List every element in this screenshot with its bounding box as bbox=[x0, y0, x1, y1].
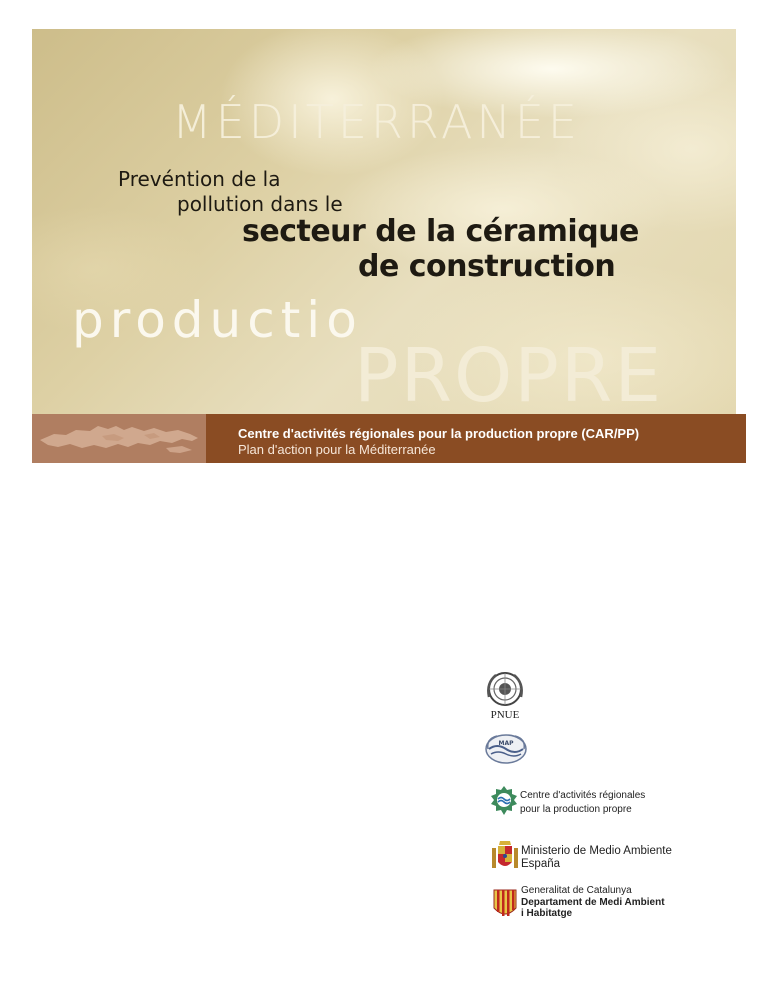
car-pp-line-1: Centre d'activités régionales bbox=[520, 790, 646, 801]
title-line-3: secteur de la céramique bbox=[242, 214, 639, 249]
generalitat-line-3: i Habitatge bbox=[521, 908, 573, 919]
ministerio-text bbox=[521, 845, 672, 871]
mediterranean-map-icon bbox=[32, 414, 206, 463]
ministerio-line-1: Ministerio de Medio Ambiente bbox=[521, 845, 672, 857]
generalitat-line-1: Generalitat de Catalunya bbox=[521, 885, 632, 896]
background-word-production: productio bbox=[72, 291, 363, 349]
pnue-label: PNUE bbox=[490, 709, 520, 721]
gear-icon bbox=[490, 785, 518, 819]
mediterranean-map-image bbox=[32, 414, 206, 463]
organization-strip bbox=[32, 414, 746, 463]
generalitat-logo bbox=[490, 885, 690, 925]
spanish-coat-of-arms-icon bbox=[490, 840, 520, 872]
map-emblem-icon bbox=[483, 731, 529, 767]
map-logo bbox=[483, 731, 529, 767]
car-pp-line-2: pour la production propre bbox=[520, 804, 632, 815]
title-line-2: pollution dans le bbox=[177, 192, 343, 216]
pnue-logo bbox=[482, 669, 528, 721]
car-pp-text bbox=[520, 789, 645, 817]
cover-banner bbox=[32, 29, 736, 414]
ministerio-logo bbox=[490, 840, 690, 876]
action-plan-name: Plan d'action pour la Méditerranée bbox=[238, 442, 436, 457]
organization-name: Centre d'activités régionales pour la production propre (CAR/PP) bbox=[238, 426, 640, 441]
map-label: MAP bbox=[498, 740, 514, 747]
background-word-mediterranee: MÉDITERRANÉE bbox=[172, 95, 581, 149]
catalan-flag-emblem-icon bbox=[492, 888, 518, 920]
ministerio-line-2: España bbox=[521, 858, 561, 870]
un-emblem-icon bbox=[482, 669, 528, 709]
title-line-1: Prevéntion de la bbox=[118, 167, 281, 191]
organization-text-block bbox=[206, 414, 746, 463]
car-pp-logo bbox=[490, 784, 670, 824]
generalitat-line-2: Departament de Medi Ambient bbox=[521, 896, 665, 908]
background-word-propre: PROPRE bbox=[354, 333, 664, 414]
generalitat-text bbox=[521, 885, 665, 920]
title-line-4: de construction bbox=[358, 249, 616, 284]
